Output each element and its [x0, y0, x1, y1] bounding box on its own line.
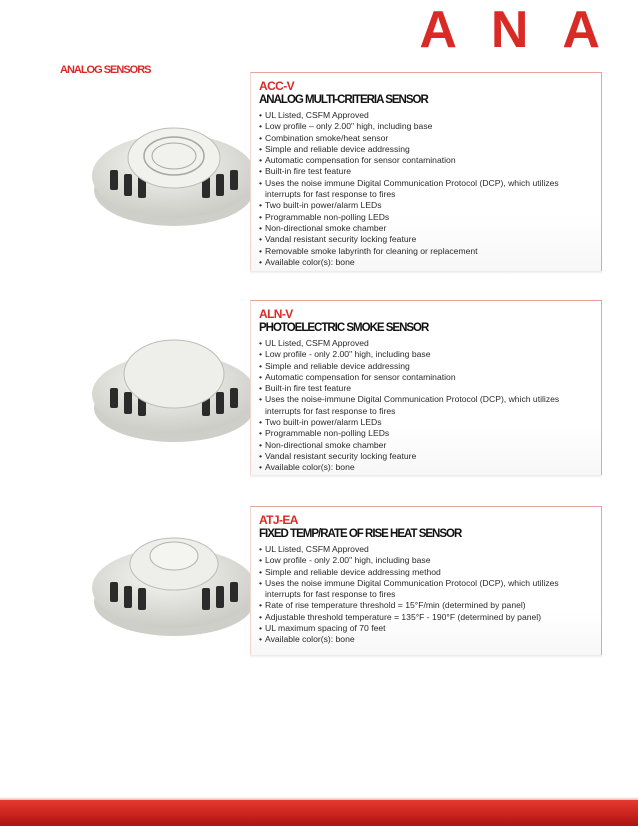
feature-list — [259, 544, 601, 646]
brand-logo: ANA — [419, 1, 634, 59]
feature-item: • Programmable non-polling LEDs — [259, 428, 390, 439]
section-label: ANALOG SENSORS — [60, 64, 151, 76]
feature-item: • Available color(s): bone — [259, 462, 355, 473]
product-atj-ea — [60, 506, 600, 656]
feature-item: • Simple and reliable device addressing — [259, 143, 410, 154]
product-code: ATJ-EA — [259, 513, 298, 527]
feature-item: • Adjustable threshold temperature = 135°F - 190°F (determined by panel) — [259, 611, 542, 622]
feature-item: • UL Listed, CSFM Approved — [259, 544, 369, 554]
feature-item: • Vandal resistant security locking feature — [259, 450, 417, 461]
feature-item: • Programmable non-polling LEDs — [259, 211, 390, 222]
feature-item: • Non-directional smoke chamber — [259, 222, 387, 233]
feature-item: • Available color(s): bone — [259, 256, 355, 267]
product-title: PHOTOELECTRIC SMOKE SENSOR — [259, 322, 429, 334]
feature-item: • Combination smoke/heat sensor — [259, 132, 389, 143]
product-code: ALN-V — [259, 307, 293, 321]
product-title: FIXED TEMP/RATE OF RISE HEAT SENSOR — [259, 528, 462, 540]
feature-item: • Available color(s): bone — [259, 634, 355, 645]
feature-item: • Two built-in power/alarm LEDs — [259, 200, 382, 211]
feature-item: • Non-directional smoke chamber — [259, 439, 387, 450]
feature-item: • Simple and reliable device addressing — [259, 360, 410, 371]
footer-band — [0, 800, 638, 826]
feature-item: • Low profile - only 2.00" high, including base — [259, 555, 431, 566]
feature-item: • UL Listed, CSFM Approved — [259, 110, 369, 120]
feature-item: • Vandal resistant security locking feature — [259, 234, 417, 245]
product-card — [250, 300, 602, 476]
feature-item: • Built-in fire test feature — [259, 166, 351, 177]
feature-list — [259, 338, 601, 474]
feature-item: • Automatic compensation for sensor contamination — [259, 155, 456, 166]
feature-item: • Low profile - only 2.00" high, including base — [259, 349, 431, 360]
feature-item: • Uses the noise-immune Digital Communication Protocol (DCP), which utilizes interrupts for fast response to fires — [259, 394, 560, 416]
product-title: ANALOG MULTI-CRITERIA SENSOR — [259, 94, 428, 106]
feature-item: • UL Listed, CSFM Approved — [259, 338, 369, 348]
feature-item: • Rate of rise temperature threshold = 15°F/min (determined by panel) — [259, 600, 526, 611]
feature-item: • Simple and reliable device addressing method — [259, 566, 441, 577]
feature-item: • Removable smoke labyrinth for cleaning or replacement — [259, 245, 478, 256]
product-card — [250, 506, 602, 656]
feature-item: • Uses the noise immune Digital Communication Protocol (DCP), which utilizes interrupts for fast response to fires — [259, 177, 559, 200]
product-code: ACC-V — [259, 79, 294, 93]
sensor-photo-heat — [88, 520, 260, 640]
feature-item: • Built-in fire test feature — [259, 383, 351, 394]
product-aln-v — [60, 300, 600, 476]
feature-item: • Uses the noise immune Digital Communication Protocol (DCP), which utilizes interrupts for fast response to fires — [259, 577, 559, 600]
sensor-photo-multi-criteria — [88, 112, 260, 232]
sensor-photo-photoelectric — [88, 326, 260, 446]
feature-item: • Automatic compensation for sensor contamination — [259, 371, 456, 382]
feature-list — [259, 110, 601, 268]
product-card — [250, 72, 602, 272]
feature-item: • Two built-in power/alarm LEDs — [259, 417, 382, 428]
product-acc-v — [60, 72, 600, 272]
feature-item: • Low profile – only 2.00" high, including base — [259, 121, 433, 132]
feature-item: • UL maximum spacing of 70 feet — [259, 623, 386, 634]
